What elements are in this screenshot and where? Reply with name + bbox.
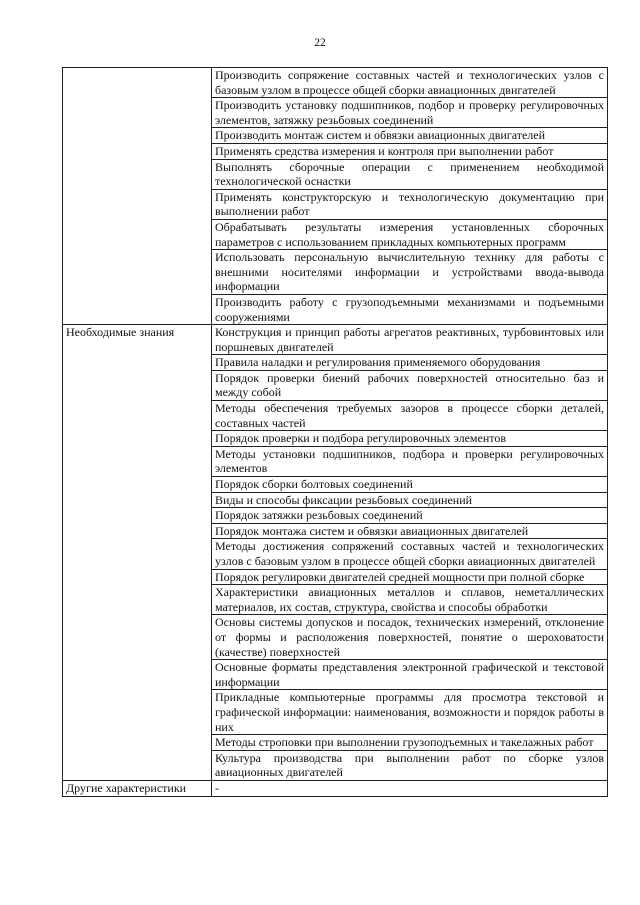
- competency-table: [62, 67, 608, 797]
- knowledge-item: Порядок монтажа систем и обвязки авиационных двигателей: [212, 523, 608, 539]
- skill-item: Производить работу с грузоподъемными механизмами и подъемными сооружениями: [212, 294, 608, 324]
- knowledge-item: Методы достижения сопряжений составных частей и технологических узлов с базовым узлом в процессе общей сборки авиационных двигателей: [212, 539, 608, 569]
- knowledge-item: Методы обеспечения требуемых зазоров в процессе сборки деталей, составных частей: [212, 401, 608, 431]
- other-value: -: [212, 780, 608, 796]
- knowledge-item: Основы системы допусков и посадок, технических измерений, отклонение от формы и расположения поверхностей, понятие о шероховатости (качестве) поверхностей: [212, 615, 608, 660]
- table-row: [63, 780, 608, 796]
- knowledge-item: Методы строповки при выполнении грузоподъемных и такелажных работ: [212, 735, 608, 751]
- skill-item: Использовать персональную вычислительную технику для работы с внешними носителями информации и устройствами ввода-вывода информации: [212, 250, 608, 295]
- knowledge-item: Характеристики авиационных металлов и сплавов, неметаллических материалов, их состав, структура, свойства и способы обработки: [212, 585, 608, 615]
- skill-item: Применять конструкторскую и технологическую документацию при выполнении работ: [212, 189, 608, 219]
- knowledge-item: Порядок проверки и подбора регулировочных элементов: [212, 431, 608, 447]
- knowledge-item: Правила наладки и регулирования применяемого оборудования: [212, 355, 608, 371]
- table-row: [63, 68, 608, 98]
- table-row: [63, 325, 608, 355]
- other-label: Другие характеристики: [63, 780, 212, 796]
- knowledge-item: Конструкция и принцип работы агрегатов реактивных, турбовинтовых или поршневых двигателей: [212, 325, 608, 355]
- skill-item: Производить монтаж систем и обвязки авиационных двигателей: [212, 128, 608, 144]
- knowledge-item: Порядок затяжки резьбовых соединений: [212, 508, 608, 524]
- knowledge-item: Основные форматы представления электронной графической и текстовой информации: [212, 660, 608, 690]
- skill-item: Производить установку подшипников, подбор и проверку регулировочных элементов, затяжку резьбовых соединений: [212, 98, 608, 128]
- knowledge-item: Прикладные компьютерные программы для просмотра текстовой и графической информации: наименования, возможности и порядок работы в них: [212, 690, 608, 735]
- skill-item: Применять средства измерения и контроля при выполнении работ: [212, 143, 608, 159]
- knowledge-item: Порядок проверки биений рабочих поверхностей относительно баз и между собой: [212, 370, 608, 400]
- knowledge-item: Методы установки подшипников, подбора и проверки регулировочных элементов: [212, 446, 608, 476]
- knowledge-item: Виды и способы фиксации резьбовых соединений: [212, 492, 608, 508]
- page-number: 22: [314, 37, 326, 49]
- knowledge-item: Порядок регулировки двигателей средней мощности при полной сборке: [212, 569, 608, 585]
- knowledge-item: Культура производства при выполнении работ по сборке узлов авиационных двигателей: [212, 750, 608, 780]
- knowledge-item: Порядок сборки болтовых соединений: [212, 477, 608, 493]
- knowledge-label: Необходимые знания: [63, 325, 212, 781]
- skills-label-cell: [63, 68, 212, 325]
- skill-item: Обрабатывать результаты измерения установленных сборочных параметров с использованием прикладных компьютерных программ: [212, 219, 608, 249]
- skill-item: Производить сопряжение составных частей и технологических узлов с базовым узлом в процессе общей сборки авиационных двигателей: [212, 68, 608, 98]
- skill-item: Выполнять сборочные операции с применением необходимой технологической оснастки: [212, 159, 608, 189]
